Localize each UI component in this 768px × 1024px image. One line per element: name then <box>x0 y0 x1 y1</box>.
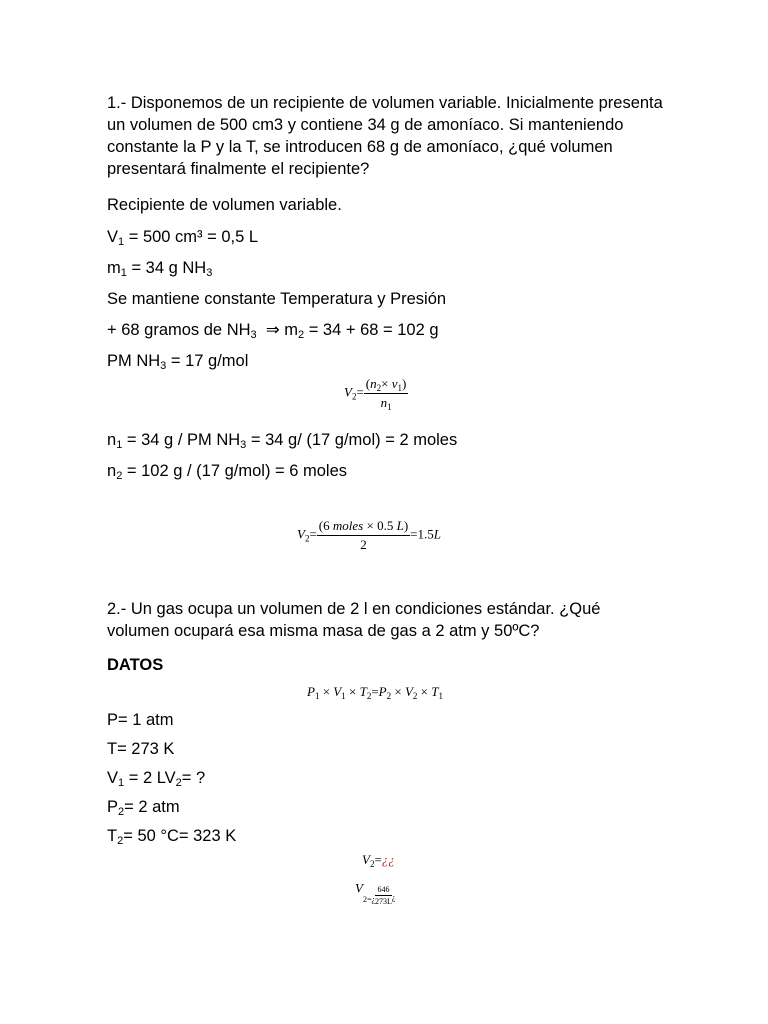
equation-gas-law: $P_1 \times V_1 \times T_2=P_2 \times V_2 \times T_1$ <box>307 684 443 701</box>
equation-v2-formula: $V_2=$ $\frac{(n_2\times v_1)}{n_1}$ <box>344 376 407 412</box>
n1-line: $n_1 = 34$ g / PM $NH_3 = 34$ g/ (17 g/mol) = 2 moles <box>107 431 458 451</box>
temperature-line: T= 273 K <box>107 740 175 758</box>
m1-line: $m_1 = 34$ g $NH_3$ <box>107 259 213 279</box>
n2-line: $n_2 = 102$ g / (17 g/mol) = 6 moles <box>107 462 348 482</box>
added-mass-line: + 68 gramos de $NH_3$ ⇒ $m_2 = 34 + 68 = 102$ g <box>107 321 439 341</box>
datos-heading: DATOS <box>107 656 164 674</box>
equation-v2-broken: $V_2=¿¿$ <box>362 852 395 869</box>
t2-line: $T_2= 50$ °C= 323 K <box>107 827 237 847</box>
recipient-line: Recipiente de volumen variable. <box>107 196 342 214</box>
problem-1-statement: 1.- Disponemos de un recipiente de volumen variable. Inicialmente presenta un volumen de 500 cm3 y contiene 34 g de amoníaco. Si manteniendo constante la P y la T, se introducen 68 g de amoníaco, ¿qué volumen presentará finalmente el recipiente? <box>107 94 663 178</box>
v1-line: $V_1 = 500$ cm³ = 0,5 L <box>107 228 259 248</box>
problem-2-statement: 2.- Un gas ocupa un volumen de 2 l en condiciones estándar. ¿Qué volumen ocupará esa misma masa de gas a 2 atm y 50ºC? <box>107 600 601 640</box>
molar-mass-line: PM $NH_3 = 17$ g/mol <box>107 352 249 372</box>
constant-line: Se mantiene constante Temperatura y Presión <box>107 290 447 308</box>
equation-v2-result: $V_2=$ $\frac{\text{(6 moles × 0.5 L)}}{2}$ =1.5L <box>297 518 441 552</box>
volume-line: $V_1 = 2$ $LV_2=$ ? <box>107 769 206 789</box>
p2-line: $P_2= 2$ atm <box>107 798 180 818</box>
equation-v2-fraction: $V_{2=¿}$ $\frac{646}{273L}$ $_¿$ <box>355 880 396 906</box>
pressure-line: P= 1 atm <box>107 711 174 729</box>
